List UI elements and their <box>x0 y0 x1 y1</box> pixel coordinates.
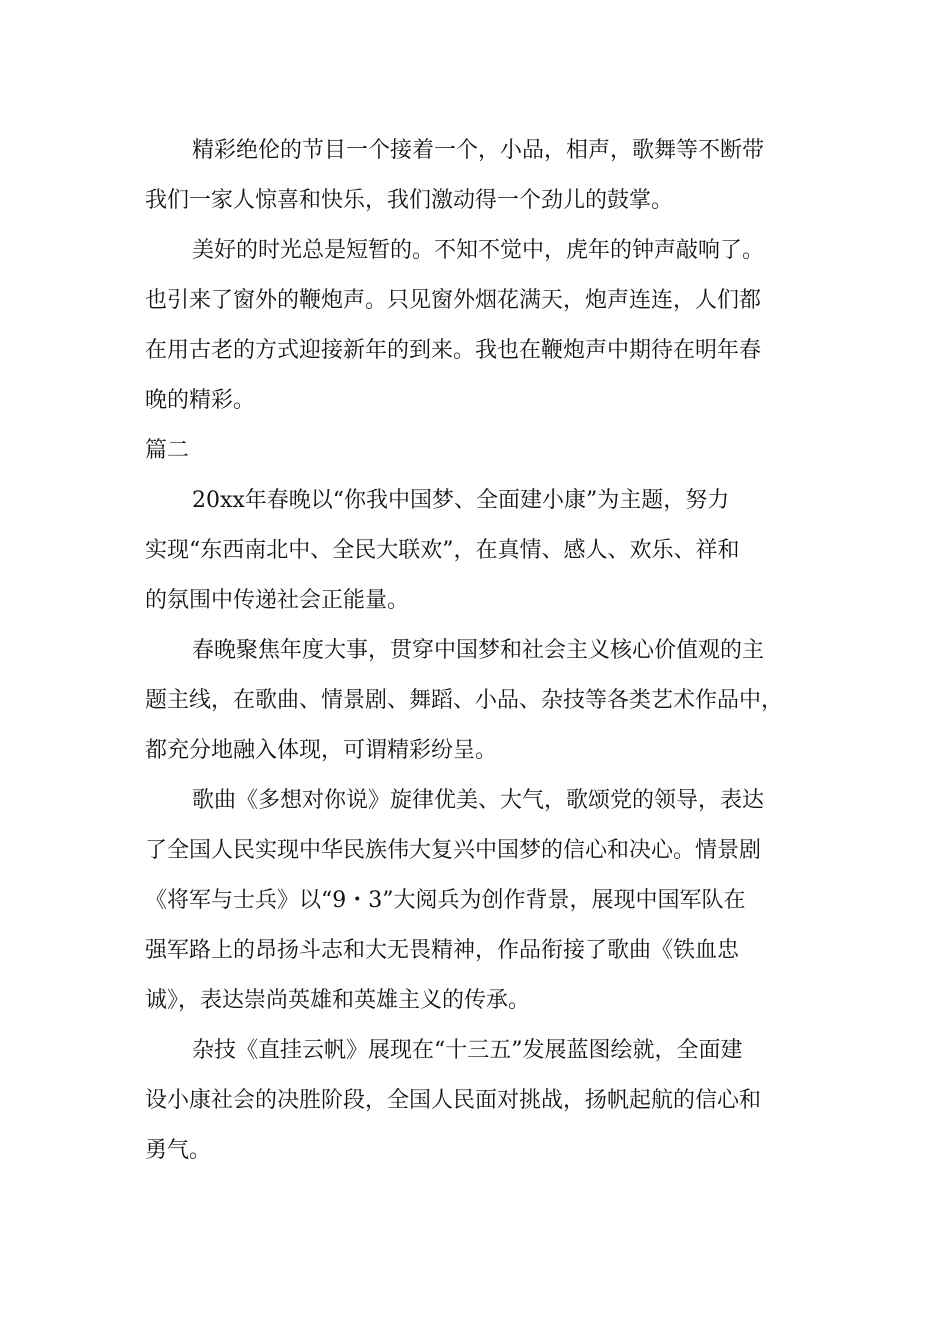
text-line: 实现“东西南北中、全民大联欢”，在真情、感人、欢乐、祥和 <box>145 538 740 563</box>
text-line: 也引来了窗外的鞭炮声。只见窗外烟花满天，炮声连连，人们都 <box>145 288 762 313</box>
text-line: 晚的精彩。 <box>145 388 256 413</box>
text-line: 歌曲《多想对你说》旋律优美、大气，歌颂党的领导，表达 <box>192 788 765 813</box>
text-line: 我们一家人惊喜和快乐，我们激动得一个劲儿的鼓掌。 <box>145 188 674 213</box>
text-line: 设小康社会的决胜阶段，全国人民面对挑战，扬帆起航的信心和 <box>145 1088 762 1113</box>
text-line: 了全国人民实现中华民族伟大复兴中国梦的信心和决心。情景剧 <box>145 838 762 863</box>
text-line: 春晚聚焦年度大事，贯穿中国梦和社会主义核心价值观的主 <box>192 638 765 663</box>
text-line: 20xx年春晚以“你我中国梦、全面建小康”为主题，努力 <box>192 488 730 513</box>
text-line: 在用古老的方式迎接新年的到来。我也在鞭炮声中期待在明年春 <box>145 338 762 363</box>
text-line: 《将军与士兵》以“9・3”大阅兵为创作背景，展现中国军队在 <box>145 888 746 913</box>
text-line: 的氛围中传递社会正能量。 <box>145 588 410 613</box>
text-line: 勇气。 <box>145 1138 212 1163</box>
text-line: 诚》，表达崇尚英雄和英雄主义的传承。 <box>145 988 531 1013</box>
text-line: 题主线，在歌曲、情景剧、舞蹈、小品、杂技等各类艺术作品中， <box>145 688 784 713</box>
section-heading: 篇二 <box>145 438 190 463</box>
text-line: 都充分地融入体现，可谓精彩纷呈。 <box>145 738 498 763</box>
text-line: 杂技《直挂云帆》展现在“十三五”发展蓝图绘就，全面建 <box>192 1038 743 1063</box>
text-line: 强军路上的昂扬斗志和大无畏精神，作品衔接了歌曲《铁血忠 <box>145 938 740 963</box>
text-line: 美好的时光总是短暂的。不知不觉中，虎年的钟声敲响了。 <box>192 238 765 263</box>
text-line: 精彩绝伦的节目一个接着一个，小品，相声，歌舞等不断带 <box>192 138 765 163</box>
